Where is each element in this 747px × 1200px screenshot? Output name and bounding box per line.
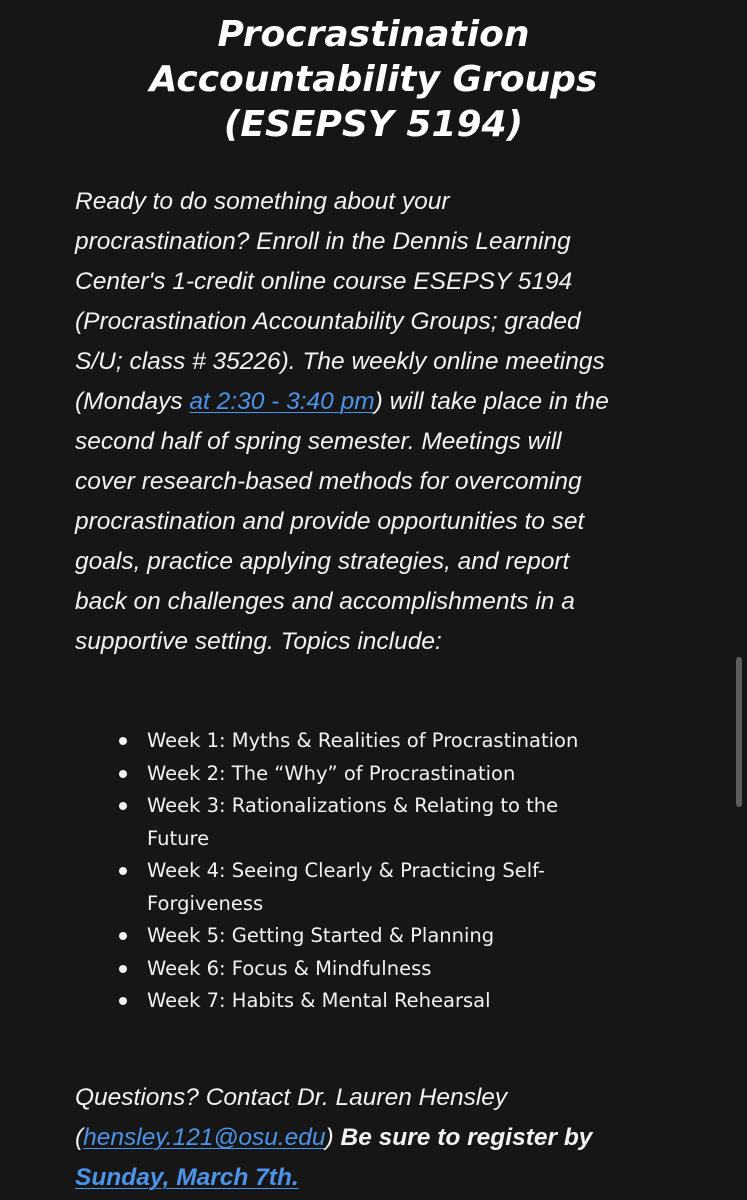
- schedule-prefix: (Mondays: [75, 388, 190, 415]
- topic-week-2: [147, 758, 667, 791]
- contact-email-line: [75, 1118, 715, 1158]
- meeting-time-link[interactable]: at 2:30 - 3:40 pm: [189, 388, 375, 415]
- register-note: Be sure to register by: [333, 1124, 593, 1151]
- intro-line: supportive setting. Topics include:: [75, 628, 442, 655]
- topic-week-3: [147, 790, 667, 855]
- page-title: [40, 12, 707, 147]
- topic-text: Week 2: The “Why” of Procrastination: [147, 761, 516, 785]
- intro-line: back on challenges and accomplishments in a: [75, 588, 575, 615]
- intro-line: S/U; class # 35226). The weekly online meetings: [75, 348, 605, 375]
- topic-text: Week 3: Rationalizations & Relating to the: [147, 794, 559, 817]
- contact-section: [75, 1078, 715, 1198]
- paren-close: ): [325, 1124, 334, 1151]
- title-line-1: Procrastination: [217, 14, 530, 55]
- intro-line: goals, practice applying strategies, and report: [75, 548, 570, 575]
- intro-line-schedule: [75, 382, 695, 422]
- deadline-text: Sunday, March 7th.: [75, 1164, 299, 1191]
- intro-line: procrastination and provide opportunities to set: [75, 508, 585, 535]
- topic-text-cont: Forgiveness: [147, 891, 264, 915]
- topic-week-5: [147, 920, 667, 953]
- topic-week-6: [147, 953, 667, 986]
- deadline-line: [75, 1158, 715, 1198]
- intro-line: second half of spring semester. Meetings will: [75, 428, 562, 455]
- paren-open: (: [75, 1124, 84, 1151]
- deadline-link[interactable]: [75, 1164, 299, 1191]
- intro-line: procrastination? Enroll in the Dennis Learning: [75, 228, 571, 255]
- topic-text: Week 1: Myths & Realities of Procrastination: [147, 729, 579, 752]
- contact-line: Questions? Contact Dr. Lauren Hensley: [75, 1084, 508, 1111]
- title-line-3: (ESEPSY 5194): [223, 104, 524, 145]
- topic-text: Week 4: Seeing Clearly & Practicing Self-: [147, 859, 545, 882]
- course-description: [75, 182, 695, 662]
- topic-week-7: [147, 985, 667, 1018]
- email-link[interactable]: hensley.121@osu.edu: [83, 1124, 326, 1151]
- topic-week-1: [147, 725, 667, 758]
- schedule-suffix: ) will take place in the: [374, 388, 609, 415]
- topic-text: Week 7: Habits & Mental Rehearsal: [147, 989, 491, 1012]
- intro-line: Ready to do something about your: [75, 188, 450, 215]
- topic-text: Week 5: Getting Started & Planning: [147, 924, 495, 947]
- intro-line: Center's 1-credit online course ESEPSY 5194: [75, 268, 573, 295]
- topics-list: [147, 725, 667, 1018]
- topic-text-cont: Future: [147, 826, 210, 850]
- vertical-scrollbar[interactable]: [736, 657, 742, 807]
- topic-text: Week 6: Focus & Mindfulness: [147, 956, 432, 980]
- intro-line: (Procrastination Accountability Groups; graded: [75, 308, 581, 335]
- title-line-2: Accountability Groups: [149, 59, 598, 100]
- topic-week-4: [147, 855, 667, 920]
- intro-line: cover research-based methods for overcoming: [75, 468, 582, 495]
